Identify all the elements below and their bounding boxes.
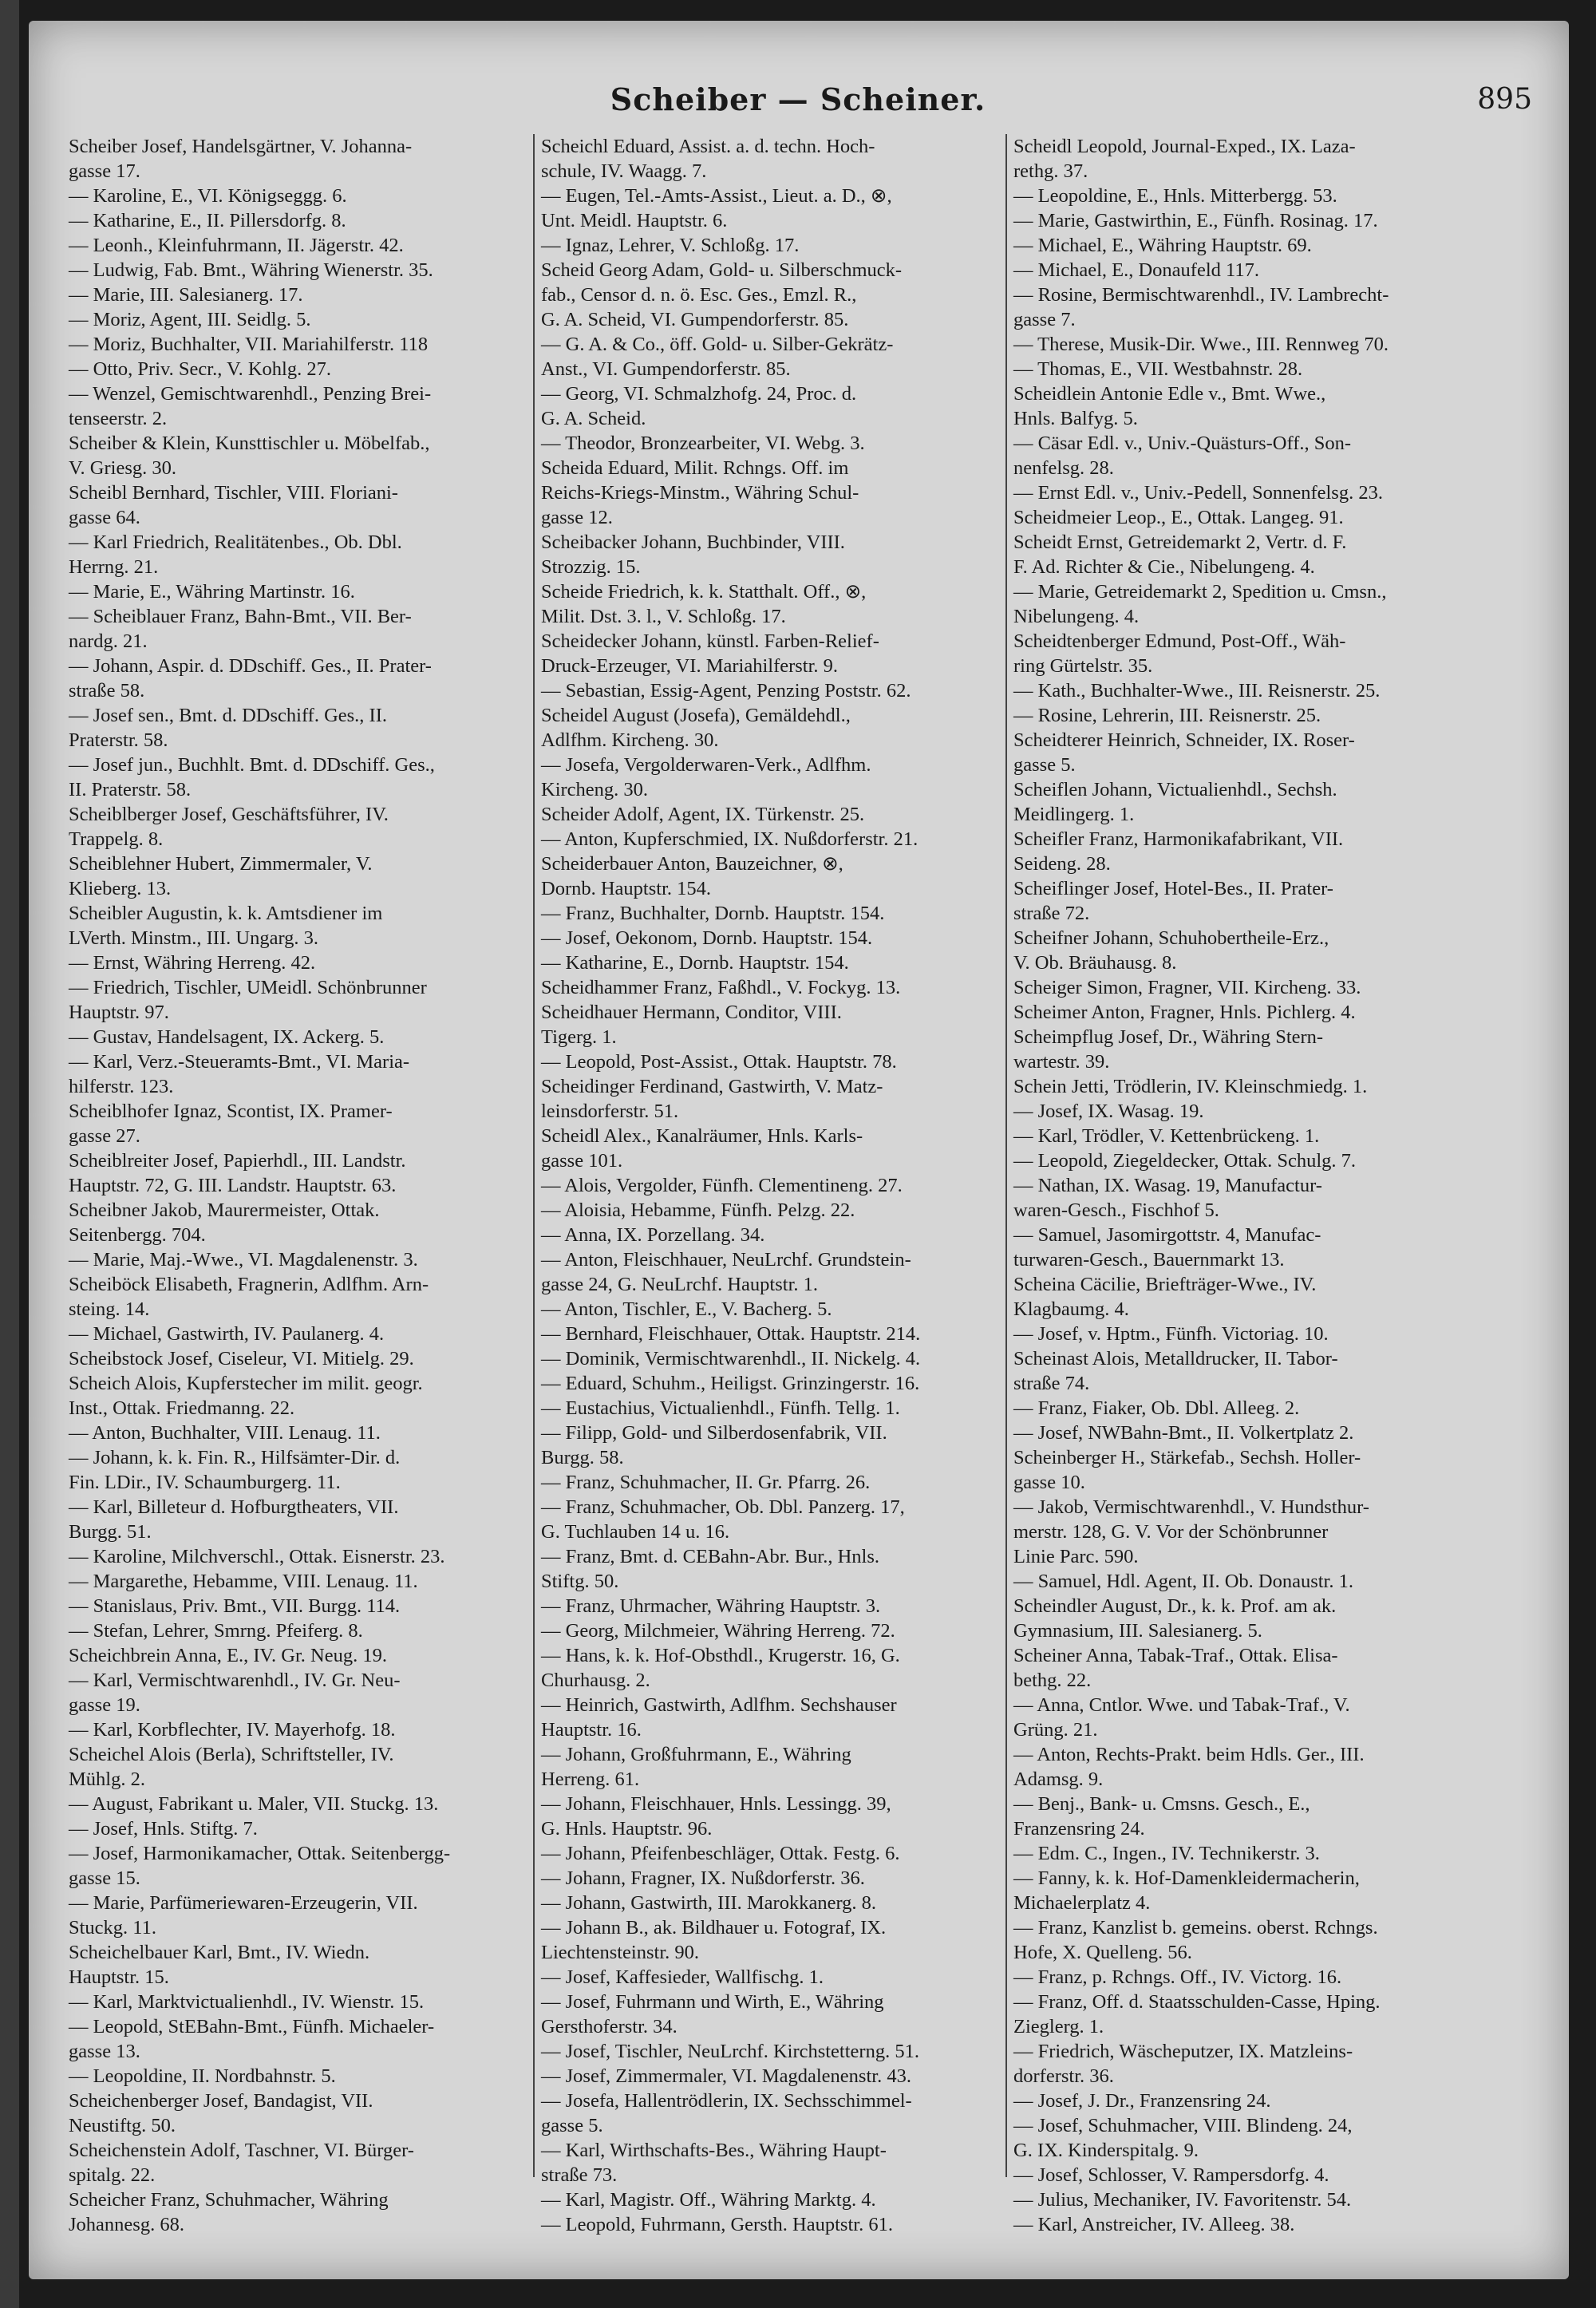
directory-entry-line: Scheibl Bernhard, Tischler, VIII. Floriani- [69,482,398,504]
directory-entry-line: Inst., Ottak. Friedmanng. 22. [69,1397,295,1419]
directory-entry-line: — Jakob, Vermischtwarenhdl., V. Hundsthur- [1013,1496,1369,1518]
directory-entry-line: Stuckg. 11. [69,1917,157,1938]
directory-entry-line: turwaren-Gesch., Bauernmarkt 13. [1013,1249,1285,1271]
directory-entry-line: Zieglerg. 1. [1013,2016,1104,2037]
directory-entry-line: Scheiblehner Hubert, Zimmermaler, V. [69,853,373,875]
directory-entry-line: Scheidhauer Hermann, Conditor, VIII. [541,1002,842,1023]
directory-entry-line: — Josef, Hnls. Stiftg. 7. [69,1818,258,1840]
directory-entry-line: — Bernhard, Fleischhauer, Ottak. Hauptstr. 214. [541,1323,921,1345]
directory-entry-line: — Moriz, Agent, III. Seidlg. 5. [69,309,311,330]
directory-columns [69,134,1473,2235]
directory-entry-line: — Leonh., Kleinfuhrmann, II. Jägerstr. 42. [69,235,404,256]
directory-entry-line: — Eustachius, Victualienhdl., Fünfh. Tellg. 1. [541,1397,900,1419]
directory-entry-line: wartestr. 39. [1013,1051,1110,1073]
directory-entry-line: — Ignaz, Lehrer, V. Schloßg. 17. [541,235,800,256]
directory-entry-line: Fin. LDir., IV. Schaumburgerg. 11. [69,1472,341,1493]
directory-entry-line: Scheifler Franz, Harmonikafabrikant, VII. [1013,828,1344,850]
directory-entry-line: leinsdorferstr. 51. [541,1101,679,1122]
directory-entry-line: Scheiger Simon, Fragner, VII. Kircheng. 33. [1013,977,1361,998]
directory-entry-line: Herrng. 21. [69,556,159,578]
directory-entry-line: — Johann, Gastwirth, III. Marokkanerg. 8. [541,1892,877,1914]
directory-entry-line: Gersthoferstr. 34. [541,2016,678,2037]
directory-entry-line: — Wenzel, Gemischtwarenhdl., Penzing Brei- [69,383,432,405]
directory-entry-line: Gymnasium, III. Salesianerg. 5. [1013,1620,1262,1642]
directory-entry-line: — Karl, Wirthschafts-Bes., Währing Haupt- [541,2140,887,2161]
directory-entry-line: Scheiber Josef, Handelsgärtner, V. Johanna- [69,136,413,157]
directory-entry-line: — Leopold, Ziegeldecker, Ottak. Schulg. 7. [1013,1150,1357,1172]
column-3 [1013,134,1470,2235]
directory-entry-line: Johannesg. 68. [69,2214,184,2235]
directory-entry-line: straße 73. [541,2164,618,2186]
directory-entry-line: — Franz, p. Rchngs. Off., IV. Victorg. 16. [1013,1966,1342,1988]
directory-entry-line: Scheidterer Heinrich, Schneider, IX. Roser- [1013,729,1355,751]
directory-entry-line: — Katharine, E., II. Pillersdorfg. 8. [69,210,346,231]
directory-entry-line: — Franz, Bmt. d. CEBahn-Abr. Bur., Hnls. [541,1546,879,1567]
directory-entry-line: Scheidel August (Josefa), Gemäldehdl., [541,705,851,726]
directory-entry-line: V. Griesg. 30. [69,457,176,479]
directory-entry-line: — Marie, III. Salesianerg. 17. [69,284,303,306]
directory-entry-line: LVerth. Minstm., III. Ungarg. 3. [69,927,319,949]
directory-entry-line: — Ernst, Währing Herreng. 42. [69,952,316,974]
directory-entry-line: — Stanislaus, Priv. Bmt., VII. Burgg. 114. [69,1595,401,1617]
directory-entry-line: — Filipp, Gold- und Silberdosenfabrik, VII. [541,1422,887,1444]
directory-entry-line: — Aloisia, Hebamme, Fünfh. Pelzg. 22. [541,1199,855,1221]
directory-entry-line: Scheinberger H., Stärkefab., Sechsh. Holler- [1013,1447,1361,1468]
directory-entry-line: Scheiflen Johann, Victualienhdl., Sechsh. [1013,779,1337,800]
directory-entry-line: — Anton, Buchhalter, VIII. Lenaug. 11. [69,1422,381,1444]
directory-entry-line: Neustiftg. 50. [69,2115,176,2136]
directory-entry-line: — Johann, Großfuhrmann, E., Währing [541,1744,851,1765]
directory-entry-line: Seitenbergg. 704. [69,1224,206,1246]
directory-entry-line: — Fanny, k. k. Hof-Damenkleidermacherin, [1013,1867,1360,1889]
directory-entry-line: — Franz, Off. d. Staatsschulden-Casse, Hping. [1013,1991,1381,2013]
directory-entry-line: — Anton, Fleischhauer, NeuLrchf. Grundstein- [541,1249,911,1271]
directory-entry-line: — Josef, Tischler, NeuLrchf. Kirchstetterng. 51. [541,2041,919,2062]
directory-entry-line: — Marie, Gastwirthin, E., Fünfh. Rosinag. 17. [1013,210,1378,231]
directory-entry-line: Scheiböck Elisabeth, Fragnerin, Adlfhm. Arn- [69,1274,429,1295]
directory-entry-line: — Alois, Vergolder, Fünfh. Clementineng. 27. [541,1175,903,1196]
directory-entry-line: gasse 17. [69,160,140,182]
directory-entry-line: Scheichl Eduard, Assist. a. d. techn. Hoch- [541,136,875,157]
directory-entry-line: — Josef, Oekonom, Dornb. Hauptstr. 154. [541,927,873,949]
directory-entry-line: Tigerg. 1. [541,1026,617,1048]
directory-entry-line: — Anna, Cntlor. Wwe. und Tabak-Traf., V. [1013,1694,1350,1716]
directory-entry-line: spitalg. 22. [69,2164,156,2186]
directory-entry-line: — Rosine, Bermischtwarenhdl., IV. Lambrecht- [1013,284,1389,306]
directory-entry-line: — Sebastian, Essig-Agent, Penzing Poststr. 62. [541,680,911,701]
directory-entry-line: Franzensring 24. [1013,1818,1145,1840]
directory-entry-line: Hauptstr. 72, G. III. Landstr. Hauptstr. 63. [69,1175,397,1196]
directory-entry-line: — Edm. C., Ingen., IV. Technikerstr. 3. [1013,1843,1320,1864]
directory-entry-line: — Franz, Fiaker, Ob. Dbl. Alleeg. 2. [1013,1397,1300,1419]
directory-entry-line: Scheinast Alois, Metalldrucker, II. Tabor- [1013,1348,1338,1369]
directory-entry-line: — Josef, Zimmermaler, VI. Magdalenenstr. 43. [541,2065,911,2087]
directory-entry-line: Scheid Georg Adam, Gold- u. Silberschmuck- [541,259,903,281]
directory-entry-line: — Franz, Uhrmacher, Währing Hauptstr. 3. [541,1595,881,1617]
directory-entry-line: — Marie, Getreidemarkt 2, Spedition u. Cmsn., [1013,581,1387,603]
directory-entry-line: — Kath., Buchhalter-Wwe., III. Reisnerstr. 25. [1013,680,1381,701]
directory-entry-line: Kircheng. 30. [541,779,649,800]
directory-entry-line: Scheider Adolf, Agent, IX. Türkenstr. 25. [541,804,865,825]
page-header [48,77,1548,124]
directory-entry-line: Scheiblreiter Josef, Papierhdl., III. Landstr. [69,1150,406,1172]
directory-entry-line: — Anton, Tischler, E., V. Bacherg. 5. [541,1298,832,1320]
directory-entry-line: Scheidmeier Leop., E., Ottak. Langeg. 91. [1013,507,1344,528]
directory-entry-line: Scheichenberger Josef, Bandagist, VII. [69,2090,373,2112]
directory-entry-line: Hofe, X. Quelleng. 56. [1013,1942,1192,1963]
directory-entry-line: — Franz, Schuhmacher, Ob. Dbl. Panzerg. 17, [541,1496,905,1518]
directory-entry-line: — Georg, VI. Schmalzhofg. 24, Proc. d. [541,383,857,405]
directory-entry-line: — Karl, Marktvictualienhdl., IV. Wienstr. 15. [69,1991,425,2013]
directory-entry-line: — Leopold, Post-Assist., Ottak. Hauptstr. 78. [541,1051,897,1073]
directory-entry-line: Scheidt Ernst, Getreidemarkt 2, Vertr. d. F. [1013,532,1347,553]
directory-entry-line: Churhausg. 2. [541,1670,650,1691]
directory-entry-line: Scheidlein Antonie Edle v., Bmt. Wwe., [1013,383,1326,405]
directory-entry-line: gasse 24, G. NeuLrchf. Hauptstr. 1. [541,1274,819,1295]
directory-entry-line: F. Ad. Richter & Cie., Nibelungeng. 4. [1013,556,1315,578]
column-1 [69,134,525,2235]
directory-entry-line: Trappelg. 8. [69,828,164,850]
directory-entry-line: — Karl, Magistr. Off., Währing Marktg. 4. [541,2189,876,2211]
directory-entry-line: Hauptstr. 16. [541,1719,642,1741]
directory-entry-line: Scheimpflug Josef, Dr., Währing Stern- [1013,1026,1324,1048]
directory-entry-line: — Julius, Mechaniker, IV. Favoritenstr. 54. [1013,2189,1352,2211]
directory-entry-line: straße 72. [1013,903,1090,924]
directory-entry-line: — Friedrich, Tischler, UMeidl. Schönbrunner [69,977,427,998]
directory-entry-line: — Johann, k. k. Fin. R., Hilfsämter-Dir. d. [69,1447,401,1468]
directory-entry-line: rethg. 37. [1013,160,1088,182]
directory-entry-line: Scheidinger Ferdinand, Gastwirth, V. Matz- [541,1076,883,1097]
directory-entry-line: Scheibstock Josef, Ciseleur, VI. Mitielg. 29. [69,1348,414,1369]
directory-entry-line: — Michael, E., Donaufeld 117. [1013,259,1259,281]
directory-entry-line: gasse 5. [541,2115,603,2136]
directory-entry-line: Stiftg. 50. [541,1571,619,1592]
directory-entry-line: — Otto, Priv. Secr., V. Kohlg. 27. [69,358,331,380]
directory-entry-line: Burgg. 51. [69,1521,152,1543]
directory-entry-line: steing. 14. [69,1298,150,1320]
directory-entry-line: — Karl, Vermischtwarenhdl., IV. Gr. Neu- [69,1670,401,1691]
directory-entry-line: G. Tuchlauben 14 u. 16. [541,1521,730,1543]
directory-entry-line: — Josef, v. Hptm., Fünfh. Victoriag. 10. [1013,1323,1329,1345]
directory-entry-line: — Hans, k. k. Hof-Obsthdl., Krugerstr. 16, G. [541,1645,900,1666]
directory-entry-line: — Leopoldine, II. Nordbahnstr. 5. [69,2065,336,2087]
directory-entry-line: — Karoline, E., VI. Königseggg. 6. [69,185,347,207]
directory-entry-line: Scheidl Alex., Kanalräumer, Hnls. Karls- [541,1125,863,1147]
directory-entry-line: Scheina Cäcilie, Briefträger-Wwe., IV. [1013,1274,1317,1295]
directory-entry-line: — Anton, Kupferschmied, IX. Nußdorferstr. 21. [541,828,918,850]
directory-entry-line: — Josef jun., Buchhlt. Bmt. d. DDschiff. Ges., [69,754,435,776]
column-divider [1005,134,1007,2177]
directory-entry-line: — Josef, J. Dr., Franzensring 24. [1013,2090,1271,2112]
directory-entry-line: gasse 19. [69,1694,140,1716]
directory-entry-line: — Katharine, E., Dornb. Hauptstr. 154. [541,952,849,974]
directory-entry-line: — Josef, Harmonikamacher, Ottak. Seitenbergg- [69,1843,451,1864]
directory-entry-line: Mühlg. 2. [69,1769,145,1790]
directory-entry-line: — Leopold, Fuhrmann, Gersth. Hauptstr. 61. [541,2214,893,2235]
directory-entry-line: — Benj., Bank- u. Cmsns. Gesch., E., [1013,1793,1310,1815]
directory-entry-line: nardg. 21. [69,630,148,652]
directory-entry-line: gasse 12. [541,507,613,528]
directory-entry-line: gasse 15. [69,1867,140,1889]
directory-entry-line: nenfelsg. 28. [1013,457,1114,479]
directory-entry-line: — Friedrich, Wäscheputzer, IX. Matzleins- [1013,2041,1353,2062]
directory-entry-line: — Josef, Schlosser, V. Rampersdorfg. 4. [1013,2164,1329,2186]
directory-entry-line: — Josef, Schuhmacher, VIII. Blindeng. 24, [1013,2115,1353,2136]
directory-entry-line: Scheibler Augustin, k. k. Amtsdiener im [69,903,383,924]
directory-entry-line: — Marie, E., Währing Martinstr. 16. [69,581,355,603]
directory-entry-line: — Samuel, Hdl. Agent, II. Ob. Donaustr. 1. [1013,1571,1353,1592]
directory-entry-line: — Heinrich, Gastwirth, Adlfhm. Sechshauser [541,1694,897,1716]
directory-entry-line: Scheiblberger Josef, Geschäftsführer, IV. [69,804,389,825]
directory-entry-line: gasse 13. [69,2041,140,2062]
directory-entry-line: — Rosine, Lehrerin, III. Reisnerstr. 25. [1013,705,1321,726]
directory-entry-line: — Leopoldine, E., Hnls. Mitterbergg. 53. [1013,185,1337,207]
directory-entry-line: Scheidl Leopold, Journal-Exped., IX. Laza- [1013,136,1356,157]
directory-entry-line: Hauptstr. 15. [69,1966,169,1988]
directory-entry-line: — Michael, Gastwirth, IV. Paulanerg. 4. [69,1323,385,1345]
column-2 [541,134,998,2235]
directory-entry-line: Linie Parc. 590. [1013,1546,1139,1567]
directory-entry-line: Scheicher Franz, Schuhmacher, Währing [69,2189,389,2211]
directory-entry-line: — Margarethe, Hebamme, VIII. Lenaug. 11. [69,1571,418,1592]
directory-entry-line: — Josef, NWBahn-Bmt., II. Volkertplatz 2. [1013,1422,1354,1444]
directory-entry-line: Scheibacker Johann, Buchbinder, VIII. [541,532,845,553]
directory-entry-line: — Karl, Korbflechter, IV. Mayerhofg. 18. [69,1719,396,1741]
directory-entry-line: tenseerstr. 2. [69,408,168,429]
directory-entry-line: Strozzig. 15. [541,556,641,578]
directory-entry-line: — Cäsar Edl. v., Univ.-Quästurs-Off., Son- [1013,433,1352,454]
directory-entry-line: — Gustav, Handelsagent, IX. Ackerg. 5. [69,1026,385,1048]
directory-entry-line: — Marie, Parfümeriewaren-Erzeugerin, VII. [69,1892,418,1914]
directory-entry-line: Scheichelbauer Karl, Bmt., IV. Wiedn. [69,1942,370,1963]
directory-entry-line: Liechtensteinstr. 90. [541,1942,699,1963]
directory-entry-line: Anst., VI. Gumpendorferstr. 85. [541,358,791,380]
directory-entry-line: hilferstr. 123. [69,1076,174,1097]
directory-entry-line: Klieberg. 13. [69,878,172,899]
directory-entry-line: G. Hnls. Hauptstr. 96. [541,1818,713,1840]
directory-entry-line: — Therese, Musik-Dir. Wwe., III. Rennweg 70. [1013,334,1389,355]
directory-entry-line: fab., Censor d. n. ö. Esc. Ges., Emzl. R., [541,284,857,306]
directory-entry-line: II. Praterstr. 58. [69,779,192,800]
directory-entry-line: Praterstr. 58. [69,729,168,751]
directory-entry-line: — Eugen, Tel.-Amts-Assist., Lieut. a. D., ⊗, [541,185,892,207]
directory-entry-line: — Anton, Rechts-Prakt. beim Hdls. Ger., III. [1013,1744,1365,1765]
directory-entry-line: gasse 10. [1013,1472,1085,1493]
directory-entry-line: Nibelungeng. 4. [1013,606,1140,627]
directory-entry-line: Scheidhammer Franz, Faßhdl., V. Fockyg. 13. [541,977,901,998]
running-title: Scheiber — Scheiner. [610,81,986,117]
directory-entry-line: — Karl, Anstreicher, IV. Alleeg. 38. [1013,2214,1295,2235]
directory-entry-line: — Samuel, Jasomirgottstr. 4, Manufac- [1013,1224,1321,1246]
directory-entry-line: Hauptstr. 97. [69,1002,169,1023]
directory-entry-line: Scheiblhofer Ignaz, Scontist, IX. Pramer- [69,1101,393,1122]
directory-entry-line: — Nathan, IX. Wasag. 19, Manufactur- [1013,1175,1322,1196]
scan-edge [0,0,19,2308]
directory-entry-line: Scheibner Jakob, Maurermeister, Ottak. [69,1199,380,1221]
page-number: 895 [1477,83,1532,116]
directory-entry-line: — Karl, Trödler, V. Kettenbrückeng. 1. [1013,1125,1320,1147]
directory-entry-line: — Josef, Kaffesieder, Wallfischg. 1. [541,1966,824,1988]
directory-entry-line: schule, IV. Waagg. 7. [541,160,707,182]
directory-entry-line: Scheide Friedrich, k. k. Statthalt. Off., ⊗, [541,581,867,603]
directory-entry-line: Adamsg. 9. [1013,1769,1104,1790]
directory-entry-line: gasse 64. [69,507,140,528]
directory-entry-line: — Stefan, Lehrer, Smrng. Pfeiferg. 8. [69,1620,363,1642]
directory-entry-line: — Karoline, Milchverschl., Ottak. Eisnerstr. 23. [69,1546,445,1567]
directory-entry-line: G. IX. Kinderspitalg. 9. [1013,2140,1199,2161]
directory-entry-line: Scheifner Johann, Schuhobertheile-Erz., [1013,927,1329,949]
directory-entry-line: G. A. Scheid. [541,408,646,429]
directory-entry-line: Scheimer Anton, Fragner, Hnls. Pichlerg. 4. [1013,1002,1356,1023]
directory-entry-line: — Franz, Kanzlist b. gemeins. oberst. Rchngs. [1013,1917,1378,1938]
directory-entry-line: gasse 5. [1013,754,1076,776]
directory-entry-line: — Dominik, Vermischtwarenhdl., II. Nickelg. 4. [541,1348,921,1369]
directory-entry-line: — Thomas, E., VII. Westbahnstr. 28. [1013,358,1303,380]
directory-entry-line: — Karl, Verz.-Steueramts-Bmt., VI. Maria- [69,1051,410,1073]
directory-entry-line: Scheiner Anna, Tabak-Traf., Ottak. Elisa- [1013,1645,1338,1666]
directory-entry-line: — Ludwig, Fab. Bmt., Währing Wienerstr. 35. [69,259,433,281]
directory-entry-line: Scheichel Alois (Berla), Schriftsteller, IV. [69,1744,394,1765]
directory-entry-line: gasse 27. [69,1125,140,1147]
directory-entry-line: — Josef, Fuhrmann und Wirth, E., Währing [541,1991,884,2013]
directory-entry-line: Schein Jetti, Trödlerin, IV. Kleinschmiedg. 1. [1013,1076,1368,1097]
directory-entry-line: — G. A. & Co., öff. Gold- u. Silber-Gekrätz- [541,334,894,355]
directory-entry-line: Milit. Dst. 3. l., V. Schloßg. 17. [541,606,786,627]
directory-entry-line: — Johann, Fragner, IX. Nußdorferstr. 36. [541,1867,865,1889]
directory-entry-line: Scheindler August, Dr., k. k. Prof. am ak. [1013,1595,1337,1617]
directory-entry-line: — Franz, Schuhmacher, II. Gr. Pfarrg. 26. [541,1472,871,1493]
directory-entry-line: Hnls. Balfyg. 5. [1013,408,1138,429]
directory-entry-line: — Ernst Edl. v., Univ.-Pedell, Sonnenfelsg. 23. [1013,482,1383,504]
directory-entry-line: — Karl, Billeteur d. Hofburgtheaters, VII. [69,1496,399,1518]
directory-entry-line: — Johann, Pfeifenbeschläger, Ottak. Festg. 6. [541,1843,900,1864]
directory-entry-line: — Johann, Fleischhauer, Hnls. Lessingg. 39, [541,1793,891,1815]
column-divider [533,134,535,2177]
directory-entry-line: Scheichbrein Anna, E., IV. Gr. Neug. 19. [69,1645,387,1666]
directory-entry-line: Dornb. Hauptstr. 154. [541,878,711,899]
directory-entry-line: — Marie, Maj.-Wwe., VI. Magdalenenstr. 3. [69,1249,418,1271]
directory-entry-line: Reichs-Kriegs-Minstm., Währing Schul- [541,482,859,504]
directory-entry-line: — Moriz, Buchhalter, VII. Mariahilferstr. 118 [69,334,429,355]
directory-entry-line: Meidlingerg. 1. [1013,804,1135,825]
directory-entry-line: — Josefa, Hallentrödlerin, IX. Sechsschimmel- [541,2090,912,2112]
directory-entry-line: Scheiflinger Josef, Hotel-Bes., II. Prater- [1013,878,1333,899]
directory-entry-line: Scheichenstein Adolf, Taschner, VI. Bürger- [69,2140,414,2161]
directory-entry-line: gasse 7. [1013,309,1076,330]
directory-entry-line: waren-Gesch., Fischhof 5. [1013,1199,1219,1221]
directory-entry-line: Burgg. 58. [541,1447,624,1468]
directory-entry-line: — Josef sen., Bmt. d. DDschiff. Ges., II. [69,705,387,726]
directory-entry-line: Seideng. 28. [1013,853,1111,875]
directory-entry-line: Scheida Eduard, Milit. Rchngs. Off. im [541,457,849,479]
directory-entry-line: — August, Fabrikant u. Maler, VII. Stuckg. 13. [69,1793,439,1815]
directory-entry-line: — Karl Friedrich, Realitätenbes., Ob. Dbl. [69,532,402,553]
directory-entry-line: — Johann B., ak. Bildhauer u. Fotograf, IX. [541,1917,887,1938]
directory-entry-line: Scheiber & Klein, Kunsttischler u. Möbelfab., [69,433,430,454]
directory-entry-line: — Georg, Milchmeier, Währing Herreng. 72. [541,1620,895,1642]
directory-entry-line: — Josef, IX. Wasag. 19. [1013,1101,1204,1122]
directory-entry-line: straße 58. [69,680,145,701]
directory-entry-line: Adlfhm. Kircheng. 30. [541,729,719,751]
directory-entry-line: V. Ob. Bräuhausg. 8. [1013,952,1177,974]
directory-entry-line: Scheich Alois, Kupferstecher im milit. geogr. [69,1373,423,1394]
directory-entry-line: — Michael, E., Währing Hauptstr. 69. [1013,235,1312,256]
directory-entry-line: Klagbaumg. 4. [1013,1298,1129,1320]
directory-entry-line: — Eduard, Schuhm., Heiligst. Grinzingerstr. 16. [541,1373,920,1394]
directory-entry-line: dorferstr. 36. [1013,2065,1114,2087]
directory-entry-line: merstr. 128, G. V. Vor der Schönbrunner [1013,1521,1329,1543]
directory-entry-line: — Theodor, Bronzearbeiter, VI. Webg. 3. [541,433,865,454]
directory-entry-line: — Anna, IX. Porzellang. 34. [541,1224,765,1246]
directory-entry-line: straße 74. [1013,1373,1090,1394]
directory-entry-line: Scheidtenberger Edmund, Post-Off., Wäh- [1013,630,1346,652]
directory-entry-line: gasse 101. [541,1150,623,1172]
directory-entry-line: ring Gürtelstr. 35. [1013,655,1153,677]
directory-entry-line: — Franz, Buchhalter, Dornb. Hauptstr. 154. [541,903,885,924]
directory-entry-line: Michaelerplatz 4. [1013,1892,1151,1914]
directory-entry-line: Scheiderbauer Anton, Bauzeichner, ⊗, [541,853,843,875]
directory-entry-line: — Leopold, StEBahn-Bmt., Fünfh. Michaeler- [69,2016,435,2037]
directory-entry-line: Herreng. 61. [541,1769,640,1790]
directory-entry-line: Scheidecker Johann, künstl. Farben-Relief- [541,630,879,652]
directory-entry-line: Druck-Erzeuger, VI. Mariahilferstr. 9. [541,655,839,677]
directory-entry-line: — Johann, Aspir. d. DDschiff. Ges., II. Prater- [69,655,432,677]
directory-entry-line: — Scheiblauer Franz, Bahn-Bmt., VII. Ber- [69,606,412,627]
directory-entry-line: Unt. Meidl. Hauptstr. 6. [541,210,728,231]
directory-entry-line: G. A. Scheid, VI. Gumpendorferstr. 85. [541,309,849,330]
directory-entry-line: bethg. 22. [1013,1670,1092,1691]
directory-entry-line: — Josefa, Vergolderwaren-Verk., Adlfhm. [541,754,871,776]
directory-entry-line: Grüng. 21. [1013,1719,1098,1741]
